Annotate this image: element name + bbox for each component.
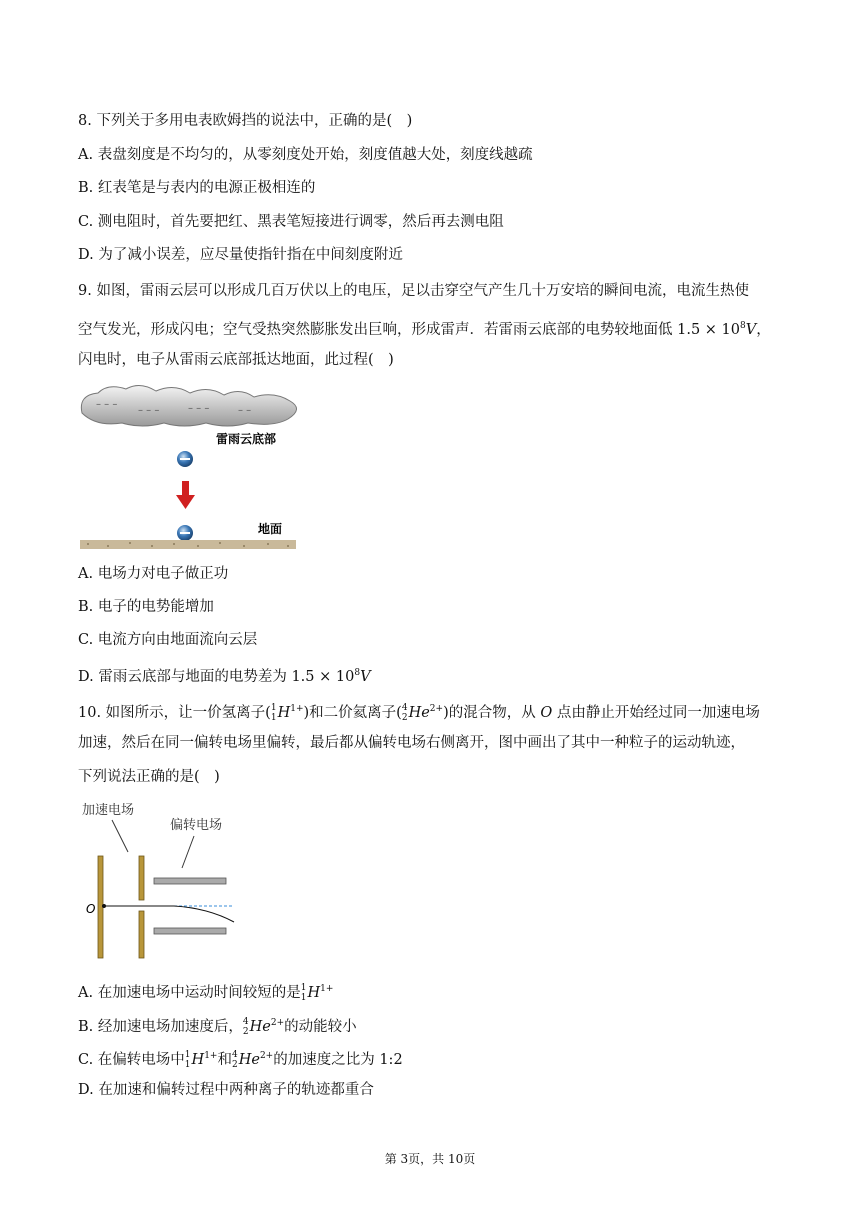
q10-option-a [78, 979, 333, 1003]
q10-option-b-ion: 4 2 $He^{2+}$ [242, 1016, 285, 1037]
thundercloud-figure [78, 383, 300, 555]
q9-stem-line2 [78, 316, 771, 340]
deflect-plate-top [154, 878, 226, 884]
q10-option-c-ion-h: 1 1 $H^{1+}$ [184, 1049, 218, 1070]
page-footer: 第 3页，共 10页 [384, 1152, 476, 1166]
q10-option-b [78, 1013, 357, 1037]
q10-stem-line2: 加速，然后在同一偏转电场里偏转，最后都从偏转电场右侧离开，图中画出了其中一种粒子的运动轨迹， [78, 735, 745, 751]
accel-plate-left [98, 856, 103, 958]
deflect-pointer [182, 836, 194, 868]
q9-stem-line3: 闪电时，电子从雷雨云底部抵达地面，此过程( ) [78, 352, 394, 368]
q9-option-d [78, 663, 371, 687]
q10-option-c-text: C. 在偏转电场中 [78, 1051, 185, 1068]
q9-option-c: C. 电流方向由地面流向云层 [78, 632, 258, 648]
q9-option-a: A. 电场力对电子做正功 [78, 566, 229, 582]
q9-option-d-text: D. 雷雨云底部与地面的电势差为 [78, 668, 287, 685]
accelerator-deflector-figure [78, 798, 248, 964]
q10-stem-part2: )和二价氦离子( [303, 704, 402, 721]
q10-stem-part3: )的混合物，从 [443, 704, 536, 721]
q9-stem-line2-tail: ， [756, 321, 771, 338]
q9-option-b: B. 电子的电势能增加 [78, 599, 214, 615]
accel-field-label: 加速电场 [82, 803, 135, 818]
q10-option-c [78, 1046, 403, 1070]
q9-stem-line2-text: 空气发光，形成闪电；空气受热突然膨胀发出巨响，形成雷声．若雷雨云底部的电势较地面低 [78, 321, 673, 338]
q10-stem-part4: 点由静止开始经过同一加速电场 [556, 704, 760, 721]
q10-option-c-tail: 的加速度之比为 1:2 [273, 1051, 403, 1068]
ground-surface [80, 540, 296, 549]
q8-option-c: C. 测电阻时，首先要把红、黑表笔短接进行调零，然后再去测电阻 [78, 214, 504, 230]
electron-top-minus [180, 458, 190, 460]
q9-voltage-math: $1.5 \times 10^8V$ [677, 321, 757, 338]
origin-label: O [86, 902, 96, 916]
q8-option-b: B. 红表笔是与表内的电源正极相连的 [78, 180, 316, 196]
accel-plate-right-top [139, 856, 144, 900]
point-o: O [540, 704, 553, 721]
svg-text:– –: – – [238, 405, 252, 416]
q10-option-b-text: B. 经加速电场加速度后， [78, 1018, 243, 1035]
q10-option-a-text: A. 在加速电场中运动时间较短的是 [78, 984, 301, 1001]
q8-stem: 8. 下列关于多用电表欧姆挡的说法中，正确的是( ) [78, 113, 413, 129]
electron-bottom-minus [180, 532, 190, 534]
ground-label: 地面 [258, 522, 283, 536]
q10-stem-line3: 下列说法正确的是( ) [78, 769, 220, 785]
cloud-shape [81, 385, 296, 426]
helium-ion-notation: 4 2 $He^{2+}$ [401, 702, 444, 723]
q10-option-c-and: 和 [217, 1051, 232, 1068]
svg-text:– – –: – – – [188, 403, 210, 414]
hydrogen-ion-notation: 1 1 $H^{1+}$ [270, 702, 304, 723]
q9-option-d-math: $1.5 \times 10^8V$ [291, 668, 371, 685]
svg-text:– – –: – – – [138, 405, 160, 416]
accel-pointer [112, 820, 128, 852]
accel-plate-right-bottom [139, 911, 144, 958]
q10-option-c-ion-he: 4 2 $He^{2+}$ [231, 1049, 274, 1070]
down-arrow-icon [176, 481, 195, 509]
cloud-bottom-label: 雷雨云底部 [216, 432, 277, 446]
q8-option-d: D. 为了减小误差，应尽量使指针指在中间刻度附近 [78, 247, 403, 263]
deflect-field-label: 偏转电场 [170, 818, 223, 833]
deflect-plate-bottom [154, 928, 226, 934]
q8-option-a: A. 表盘刻度是不均匀的，从零刻度处开始，刻度值越大处，刻度线越疏 [78, 147, 533, 163]
particle-trajectory-curve [174, 906, 234, 922]
q9-stem-line1: 9. 如图，雷雨云层可以形成几百万伏以上的电压，足以击穿空气产生几十万安培的瞬间电流，电流生热使 [78, 283, 749, 299]
q10-option-b-tail: 的动能较小 [284, 1018, 357, 1035]
q10-option-a-ion: 1 1 $H^{1+}$ [300, 982, 334, 1003]
q10-option-d: D. 在加速和偏转过程中两种离子的轨迹都重合 [78, 1082, 374, 1098]
svg-text:– – –: – – – [96, 399, 118, 410]
q10-stem-part1: 10. 如图所示，让一价氢离子( [78, 704, 271, 721]
q10-stem-line1 [78, 699, 760, 723]
